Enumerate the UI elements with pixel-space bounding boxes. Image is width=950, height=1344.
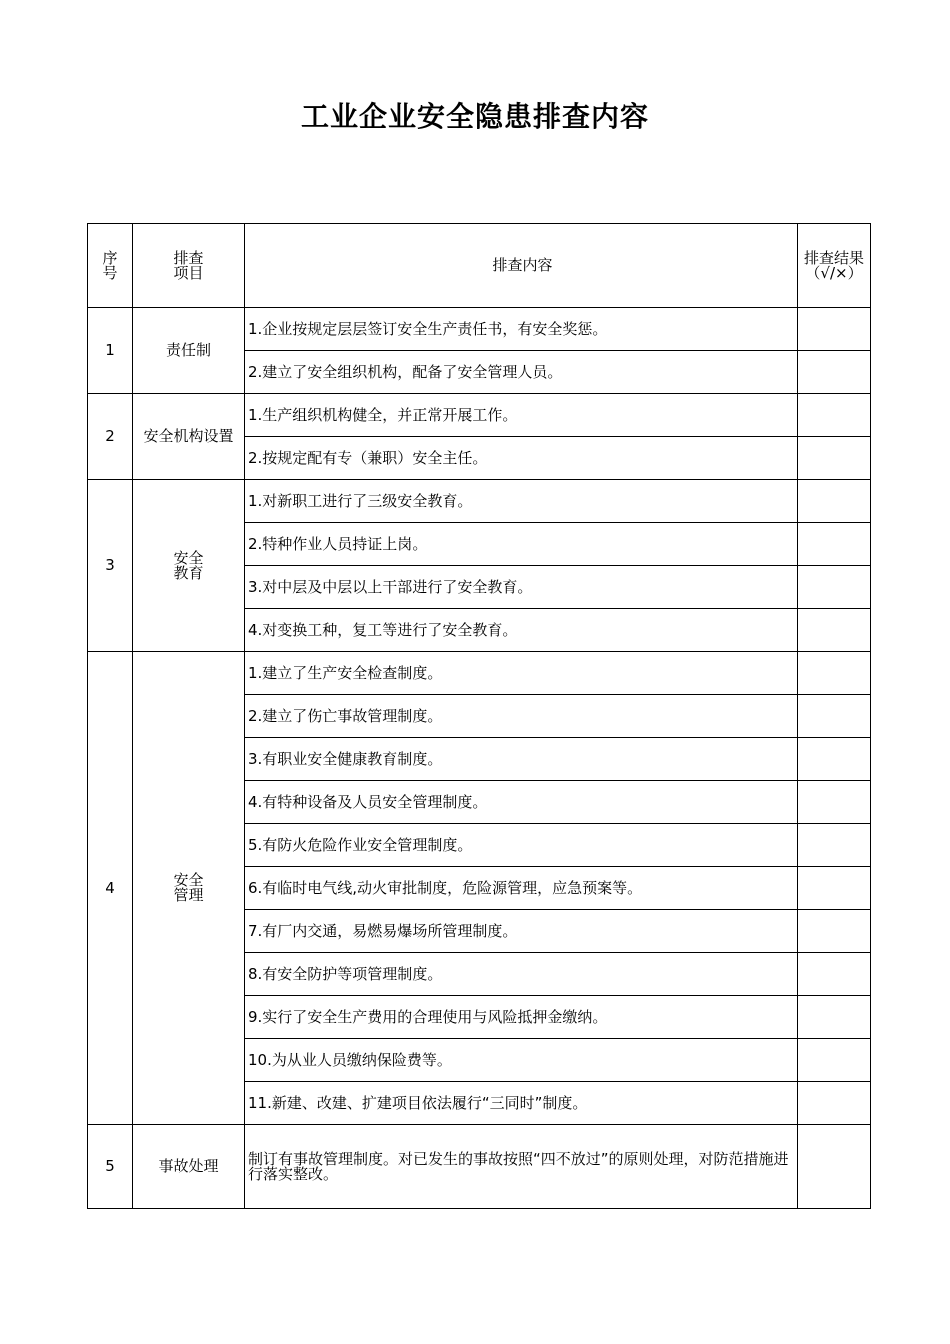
result-cell[interactable] (798, 738, 871, 781)
item-cell: 安全机构设置 (133, 394, 245, 480)
result-cell[interactable] (798, 910, 871, 953)
item-cell-line2: 管理 (173, 886, 204, 904)
table-row (88, 1125, 871, 1209)
item-cell (133, 480, 245, 652)
header-seq-line1: 序 (102, 248, 118, 267)
content-cell: 3.对中层及中层以上干部进行了安全教育。 (245, 566, 798, 609)
content-cell: 2.按规定配有专（兼职）安全主任。 (245, 437, 798, 480)
item-cell-line1: 安全 (173, 548, 204, 567)
item-cell-line1: 安全 (173, 871, 204, 889)
content-cell: 1.生产组织机构健全，并正常开展工作。 (245, 394, 798, 437)
content-cell: 2.建立了安全组织机构，配备了安全管理人员。 (245, 351, 798, 394)
content-cell: 6.有临时电气线,动火审批制度，危险源管理，应急预案等。 (245, 867, 798, 910)
header-item (133, 224, 245, 308)
table-row (88, 480, 871, 523)
table-row (88, 652, 871, 695)
content-cell: 10.为从业人员缴纳保险费等。 (245, 1039, 798, 1082)
content-cell: 4.对变换工种，复工等进行了安全教育。 (245, 609, 798, 652)
result-cell[interactable] (798, 996, 871, 1039)
table-header-row (88, 224, 871, 308)
result-cell[interactable] (798, 781, 871, 824)
result-cell[interactable] (798, 609, 871, 652)
content-cell: 8.有安全防护等项管理制度。 (245, 953, 798, 996)
result-cell[interactable] (798, 1125, 871, 1209)
content-cell: 7.有厂内交通，易燃易爆场所管理制度。 (245, 910, 798, 953)
table-row (88, 308, 871, 351)
seq-cell: 1 (88, 308, 133, 394)
seq-cell: 2 (88, 394, 133, 480)
item-cell: 责任制 (133, 308, 245, 394)
content-cell: 3.有职业安全健康教育制度。 (245, 738, 798, 781)
result-cell[interactable] (798, 351, 871, 394)
result-cell[interactable] (798, 437, 871, 480)
result-cell[interactable] (798, 523, 871, 566)
content-cell: 1.对新职工进行了三级安全教育。 (245, 480, 798, 523)
content-cell: 1.企业按规定层层签订安全生产责任书，有安全奖惩。 (245, 308, 798, 351)
content-cell: 4.有特种设备及人员安全管理制度。 (245, 781, 798, 824)
header-item-line1: 排查 (173, 248, 204, 267)
content-cell: 11.新建、改建、扩建项目依法履行“三同时”制度。 (245, 1082, 798, 1125)
content-cell: 1.建立了生产安全检查制度。 (245, 652, 798, 695)
header-result-line1: 排查结果 (803, 248, 864, 267)
result-cell[interactable] (798, 824, 871, 867)
result-cell[interactable] (798, 695, 871, 738)
seq-cell: 3 (88, 480, 133, 652)
inspection-table (87, 223, 871, 1209)
result-cell[interactable] (798, 953, 871, 996)
header-result-line2: （√/×） (805, 263, 863, 282)
header-seq (88, 224, 133, 308)
table-row (88, 394, 871, 437)
content-cell: 5.有防火危险作业安全管理制度。 (245, 824, 798, 867)
header-item-line2: 项目 (173, 263, 204, 282)
seq-cell: 5 (88, 1125, 133, 1209)
item-cell: 事故处理 (133, 1125, 245, 1209)
item-cell (133, 652, 245, 1125)
header-result (798, 224, 871, 308)
result-cell[interactable] (798, 308, 871, 351)
result-cell[interactable] (798, 394, 871, 437)
header-content: 排查内容 (245, 224, 798, 308)
result-cell[interactable] (798, 480, 871, 523)
result-cell[interactable] (798, 1082, 871, 1125)
content-cell: 9.实行了安全生产费用的合理使用与风险抵押金缴纳。 (245, 996, 798, 1039)
seq-cell: 4 (88, 652, 133, 1125)
result-cell[interactable] (798, 867, 871, 910)
content-cell: 2.特种作业人员持证上岗。 (245, 523, 798, 566)
content-cell: 制订有事故管理制度。对已发生的事故按照“四不放过”的原则处理，对防范措施进行落实整改。 (245, 1125, 798, 1209)
document-title: 工业企业安全隐患排查内容 (300, 100, 649, 133)
header-seq-line2: 号 (102, 263, 118, 282)
content-cell: 2.建立了伤亡事故管理制度。 (245, 695, 798, 738)
result-cell[interactable] (798, 652, 871, 695)
result-cell[interactable] (798, 1039, 871, 1082)
result-cell[interactable] (798, 566, 871, 609)
item-cell-line2: 教育 (173, 563, 204, 582)
